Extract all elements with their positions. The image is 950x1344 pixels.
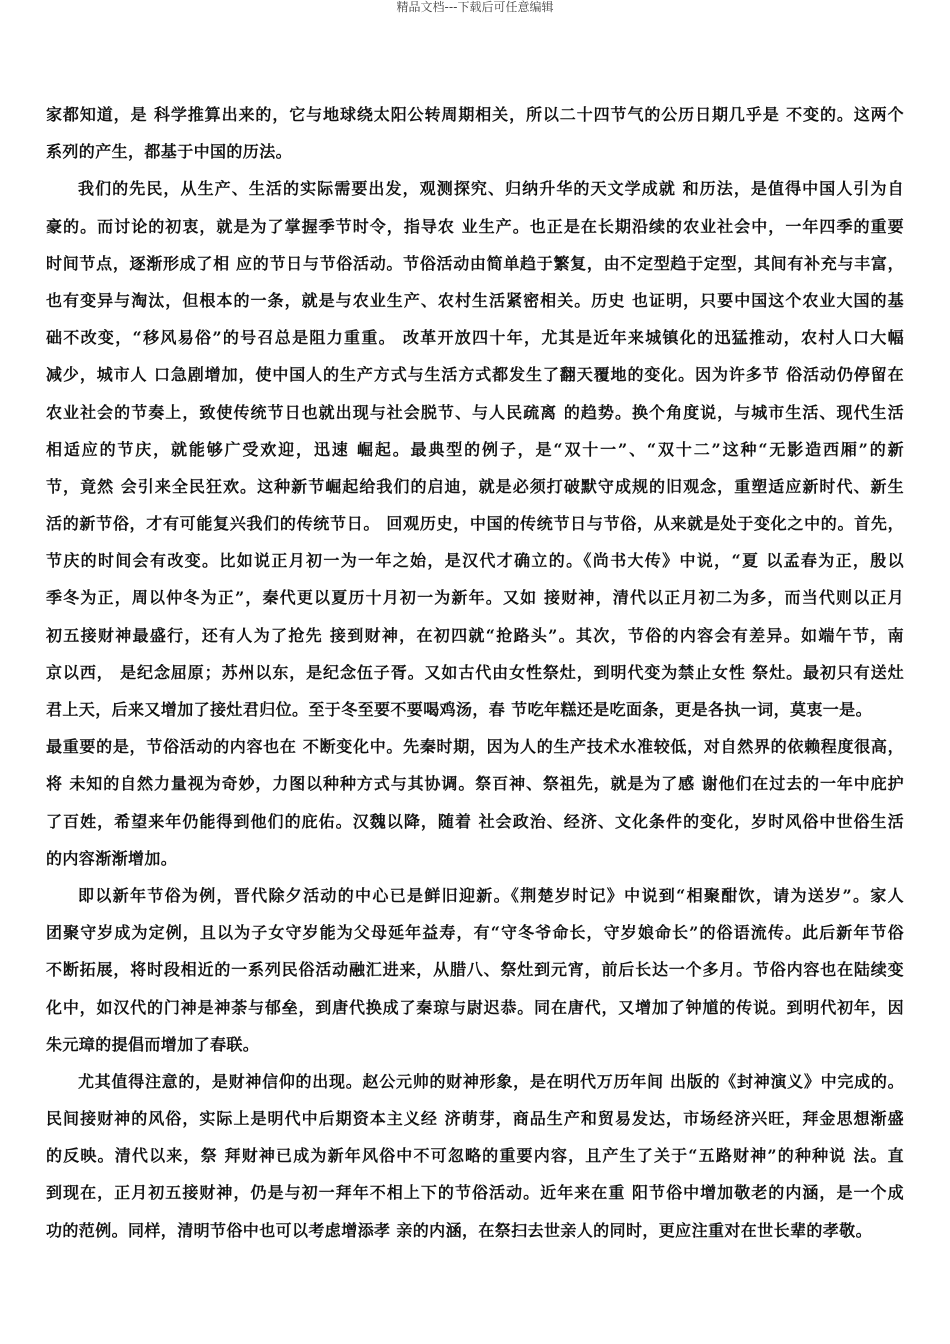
- paragraph-start-line: 尤其值得注意的，是财神信仰的出现。赵公元帅的财神形象，是在明代万历年间 出版的《封神演义》中完成的。: [78, 1071, 904, 1091]
- paragraph-start-line: 即以新年节俗为例，晋代除夕活动的中心已是鲜旧迎新。《荆楚岁时记》中说到“相聚酣饮，请为送岁”。家人: [78, 885, 904, 905]
- text-line: 君上天，后来又增加了接灶君归位。至于冬至要不要喝鸡汤，春 节吃年糕还是吃面条，更是各执一词，莫衷一是。: [46, 700, 872, 719]
- text-line: 也有变异与淘汰，但根本的一条，就是与农业生产、农村生活紧密相关。历史 也证明，只要中国这个农业大国的基: [46, 290, 904, 310]
- text-line: 豪的。而讨论的初衷，就是为了掌握季节时令，指导农 业生产。也正是在长期沿续的农业社会中，一年四季的重要: [46, 216, 904, 236]
- text-line: 季冬为正，周以仲冬为正”，秦代更以夏历十月初一为新年。又如 接财神，清代以正月初二为多，而当代则以正月: [46, 588, 904, 608]
- text-line: 家都知道，是 科学推算出来的，它与地球绕太阳公转周期相关，所以二十四节气的公历日期几乎是 不变的。这两个: [46, 105, 904, 124]
- page-header: 精品文档---下载后可任意编辑: [396, 0, 554, 14]
- text-line: 不断拓展，将时段相近的一系列民俗活动融汇进来，从腊八、祭灶到元宵，前后长达一个多月。节俗内容也在陆续变: [46, 960, 904, 980]
- paragraph-start-line: 我们的先民，从生产、生活的实际需要出发，观测探究、归纳升华的天文学成就 和历法，是值得中国人引为自: [78, 179, 904, 199]
- text-line: 团聚守岁成为定例，且以为子女守岁能为父母延年益寿，有“守冬爷命长，守岁娘命长”的俗语流传。此后新年节俗: [46, 923, 904, 943]
- text-line: 最重要的是，节俗活动的内容也在 不断变化中。先秦时期，因为人的生产技术水准较低，对自然界的依赖程度很高，: [46, 737, 904, 757]
- text-line: 系列的产生，都基于中国的历法。: [46, 142, 293, 162]
- text-line: 功的范例。同样，清明节俗中也可以考虑增添孝 亲的内涵，在祭扫去世亲人的同时，更应注重对在世长辈的孝敬。: [46, 1220, 872, 1240]
- text-line: 初五接财神最盛行，还有人为了抢先 接到财神，在初四就“抢路头”。其次，节俗的内容会有差异。如端午节，南: [46, 625, 904, 645]
- text-line: 节，竟然 会引来全民狂欢。这种新节崛起给我们的启迪，就是必须打破默守成规的旧观念，重塑适应新时代、新生: [46, 476, 904, 496]
- text-line: 京以西， 是纪念屈原；苏州以东，是纪念伍子胥。又如古代由女性祭灶，到明代变为禁止女性 祭灶。最初只有送灶: [46, 662, 904, 682]
- text-line: 朱元璋的提倡而增加了春联。: [46, 1034, 260, 1054]
- document-body: [46, 96, 904, 1249]
- text-line: 的反映。清代以来，祭 拜财神已成为新年风俗中不可忽略的重要内容，且产生了关于“五路财神”的种种说 法。直: [46, 1146, 904, 1166]
- text-line: 时间节点，逐渐形成了相 应的节日与节俗活动。节俗活动由简单趋于繁复，由不定型趋于定型，其间有补充与丰富，: [46, 253, 904, 273]
- text-line: 了百姓，希望来年仍能得到他们的庇佑。汉魏以降，随着 社会政治、经济、文化条件的变化，岁时风俗中世俗生活: [46, 811, 904, 831]
- text-line: 化中，如汉代的门神是神荼与郁垒，到唐代换成了秦琼与尉迟恭。同在唐代，又增加了钟馗的传说。到明代初年，因: [46, 997, 904, 1017]
- text-line: 减少，城市人 口急剧增加，使中国人的生产方式与生活方式都发生了翻天覆地的变化。因为许多节 俗活动仍停留在: [46, 365, 904, 385]
- text-line: 节庆的时间会有改变。比如说正月初一为一年之始，是汉代才确立的。《尚书大传》中说，“夏 以孟春为正，殷以: [46, 551, 904, 571]
- text-line: 的内容渐渐增加。: [46, 848, 178, 868]
- text-line: 民间接财神的风俗，实际上是明代中后期资本主义经 济萌芽，商品生产和贸易发达，市场经济兴旺，拜金思想渐盛: [46, 1109, 904, 1129]
- text-line: 将 未知的自然力量视为奇妙，力图以种种方式与其协调。祭百神、祭祖先，就是为了感 谢他们在过去的一年中庇护: [46, 774, 904, 794]
- text-line: 础不改变，“移风易俗”的号召总是阻力重重。 改革开放四十年，尤其是近年来城镇化的迅猛推动，农村人口大幅: [46, 328, 904, 348]
- text-line: 到现在，正月初五接财神，仍是与初一拜年不相上下的节俗活动。近年来在重 阳节俗中增加敬老的内涵，是一个成: [46, 1183, 904, 1203]
- text-line: 活的新节俗，才有可能复兴我们的传统节日。 回观历史，中国的传统节日与节俗，从来就是处于变化之中的。首先，: [46, 514, 904, 534]
- text-line: 相适应的节庆，就能够广受欢迎，迅速 崛起。最典型的例子，是“双十一”、“双十二”这种“无影造西厢”的新: [46, 439, 904, 459]
- text-line: 农业社会的节奏上，致使传统节日也就出现与社会脱节、与人民疏离 的趋势。换个角度说，与城市生活、现代生活: [46, 402, 904, 422]
